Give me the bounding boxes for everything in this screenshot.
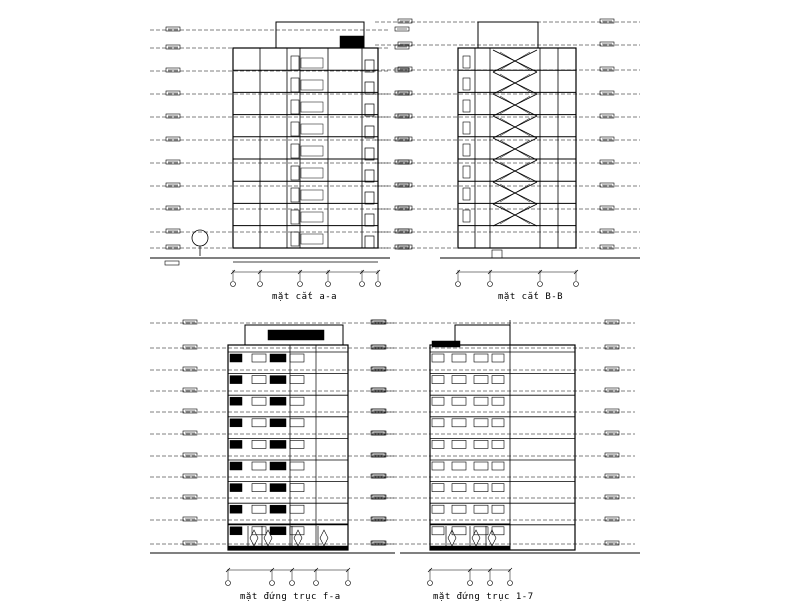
elevation-17-window <box>452 484 466 492</box>
elevation-17-balcony-band <box>432 341 460 347</box>
section-aa-window <box>301 58 323 68</box>
section-aa-stair-run <box>291 210 299 224</box>
elevation-fa-window <box>270 354 286 362</box>
elevation-17-window <box>492 354 504 362</box>
elevation-fa-window <box>290 505 304 513</box>
elevation-fa-window <box>290 354 304 362</box>
caption-elevation-fa: mặt đứng trục f-a <box>240 592 341 602</box>
elevation-17-window <box>452 354 466 362</box>
section-a-a-drawing <box>150 22 409 287</box>
elevation-17-window <box>492 440 504 448</box>
section-bb-axis-bubble <box>574 282 579 287</box>
section-aa-window <box>301 80 323 90</box>
elevation-17-window <box>474 484 488 492</box>
elevation-17-axis-bubble <box>428 581 433 586</box>
elevation-17-axis-bubble <box>468 581 473 586</box>
section-bb-entrance <box>492 250 502 258</box>
section-aa-window <box>301 168 323 178</box>
elevation-17-roof-block <box>455 325 510 345</box>
elevation-fa-window <box>252 397 266 405</box>
section-aa-window <box>301 234 323 244</box>
section-aa-side-window <box>365 236 374 248</box>
section-aa-axis-bubble <box>360 282 365 287</box>
elevation-fa-window <box>290 397 304 405</box>
elevation-fa-door-ornament <box>250 530 258 546</box>
section-aa-side-window <box>365 148 374 160</box>
section-bb-window <box>463 100 470 112</box>
section-aa-stair-run <box>291 232 299 246</box>
section-aa-side-window <box>365 192 374 204</box>
section-bb-window <box>463 144 470 156</box>
elevation-fa-axis-bubble <box>290 581 295 586</box>
elevation-fa-window <box>290 440 304 448</box>
elevation-17-window <box>492 484 504 492</box>
elevation-17-window <box>474 440 488 448</box>
elevation-fa-window <box>252 419 266 427</box>
elevation-fa-axis-bubble <box>314 581 319 586</box>
elevation-17-window <box>474 376 488 384</box>
elevation-17-window <box>492 419 504 427</box>
section-aa-window <box>301 146 323 156</box>
elevation-17-window <box>474 354 488 362</box>
elevation-fa-window <box>252 505 266 513</box>
elevation-fa-window <box>270 397 286 405</box>
elevation-17-window <box>452 440 466 448</box>
elevation-17-window <box>432 397 444 405</box>
section-aa-stair-run <box>291 56 299 70</box>
elevation-17-window <box>492 462 504 470</box>
elevation-fa-window <box>270 440 286 448</box>
elevation-fa-window <box>270 376 286 384</box>
section-aa-building-outline <box>233 48 378 248</box>
elevation-fa-window <box>290 484 304 492</box>
section-aa-side-window <box>365 214 374 226</box>
elevation-fa-door-ornament <box>294 530 302 546</box>
elevation-17-window <box>432 527 444 535</box>
elevation-fa-axis-bubble <box>226 581 231 586</box>
elevation-fa-window <box>230 354 242 362</box>
elevation-fa-plinth <box>228 546 348 550</box>
section-bb-axis-bubble <box>488 282 493 287</box>
elevation-17-plinth <box>430 546 510 550</box>
elevation-fa-door-ornament <box>320 530 328 546</box>
elevation-fa-window <box>230 462 242 470</box>
elevation-fa-window <box>252 484 266 492</box>
section-aa-level-marker <box>165 261 179 265</box>
elevation-fa-window <box>252 440 266 448</box>
section-aa-stair-run <box>291 78 299 92</box>
caption-section-aa: mặt cắt a-a <box>272 292 338 302</box>
elevation-17-window <box>432 484 444 492</box>
section-bb-axis-bubble <box>538 282 543 287</box>
section-b-b-drawing <box>375 19 640 287</box>
elevation-fa-window <box>230 376 242 384</box>
section-aa-window <box>301 102 323 112</box>
elevation-fa-axis-bubble <box>346 581 351 586</box>
elevation-f-a-drawing <box>150 320 395 586</box>
section-bb-window <box>463 78 470 90</box>
section-aa-side-window <box>365 126 374 138</box>
section-aa-window <box>301 124 323 134</box>
elevation-17-window <box>474 462 488 470</box>
elevation-fa-window <box>270 462 286 470</box>
elevation-fa-window <box>230 505 242 513</box>
elevation-fa-window <box>270 527 286 535</box>
elevation-fa-roof-band <box>268 330 324 340</box>
elevation-17-window <box>452 505 466 513</box>
section-aa-window <box>301 212 323 222</box>
elevation-17-window <box>452 419 466 427</box>
elevation-fa-window <box>230 440 242 448</box>
elevation-17-window <box>432 440 444 448</box>
elevation-fa-window <box>290 462 304 470</box>
section-aa-stair-run <box>291 188 299 202</box>
section-aa-axis-bubble <box>326 282 331 287</box>
elevation-17-window <box>492 376 504 384</box>
section-bb-window <box>463 166 470 178</box>
elevation-17-window <box>492 397 504 405</box>
section-aa-stair-run <box>291 144 299 158</box>
elevation-fa-building-outline <box>228 345 348 550</box>
elevation-17-window <box>474 505 488 513</box>
elevation-1-7-drawing <box>372 320 640 586</box>
section-aa-axis-bubble <box>258 282 263 287</box>
elevation-17-window <box>474 397 488 405</box>
elevation-17-window <box>432 419 444 427</box>
elevation-fa-window <box>252 462 266 470</box>
elevation-17-window <box>432 376 444 384</box>
elevation-fa-window <box>270 505 286 513</box>
caption-section-bb: mặt cắt B-B <box>498 292 564 302</box>
section-bb-roof-block <box>478 22 538 48</box>
elevation-fa-window <box>230 397 242 405</box>
section-aa-window <box>301 190 323 200</box>
elevation-17-window <box>452 462 466 470</box>
elevation-17-window <box>452 376 466 384</box>
section-bb-window <box>463 56 470 68</box>
elevation-fa-window <box>270 419 286 427</box>
elevation-fa-window <box>252 376 266 384</box>
elevation-17-window <box>474 419 488 427</box>
section-aa-axis-bubble <box>231 282 236 287</box>
elevation-fa-window <box>290 419 304 427</box>
section-aa-roof-tank <box>340 36 364 48</box>
elevation-fa-window <box>290 376 304 384</box>
section-bb-window <box>463 122 470 134</box>
elevation-17-window <box>432 462 444 470</box>
section-bb-window <box>463 210 470 222</box>
elevation-fa-axis-bubble <box>270 581 275 586</box>
elevation-fa-window <box>230 484 242 492</box>
elevation-fa-window <box>252 354 266 362</box>
elevation-17-window <box>432 505 444 513</box>
elevation-17-window <box>492 505 504 513</box>
section-aa-side-window <box>365 170 374 182</box>
section-bb-window <box>463 188 470 200</box>
elevation-fa-window <box>270 484 286 492</box>
elevation-17-window <box>432 354 444 362</box>
section-bb-axis-bubble <box>456 282 461 287</box>
section-aa-axis-bubble <box>376 282 381 287</box>
elevation-fa-window <box>230 527 242 535</box>
elevation-17-window <box>452 397 466 405</box>
section-aa-stair-run <box>291 122 299 136</box>
tree-icon <box>192 230 208 246</box>
caption-elevation-17: mặt đứng trục 1-7 <box>433 592 534 602</box>
section-aa-stair-run <box>291 100 299 114</box>
elevation-17-axis-bubble <box>508 581 513 586</box>
elevation-17-axis-bubble <box>488 581 493 586</box>
elevation-fa-window <box>230 419 242 427</box>
section-aa-stair-run <box>291 166 299 180</box>
section-aa-axis-bubble <box>298 282 303 287</box>
elevation-17-door-ornament <box>472 530 480 546</box>
